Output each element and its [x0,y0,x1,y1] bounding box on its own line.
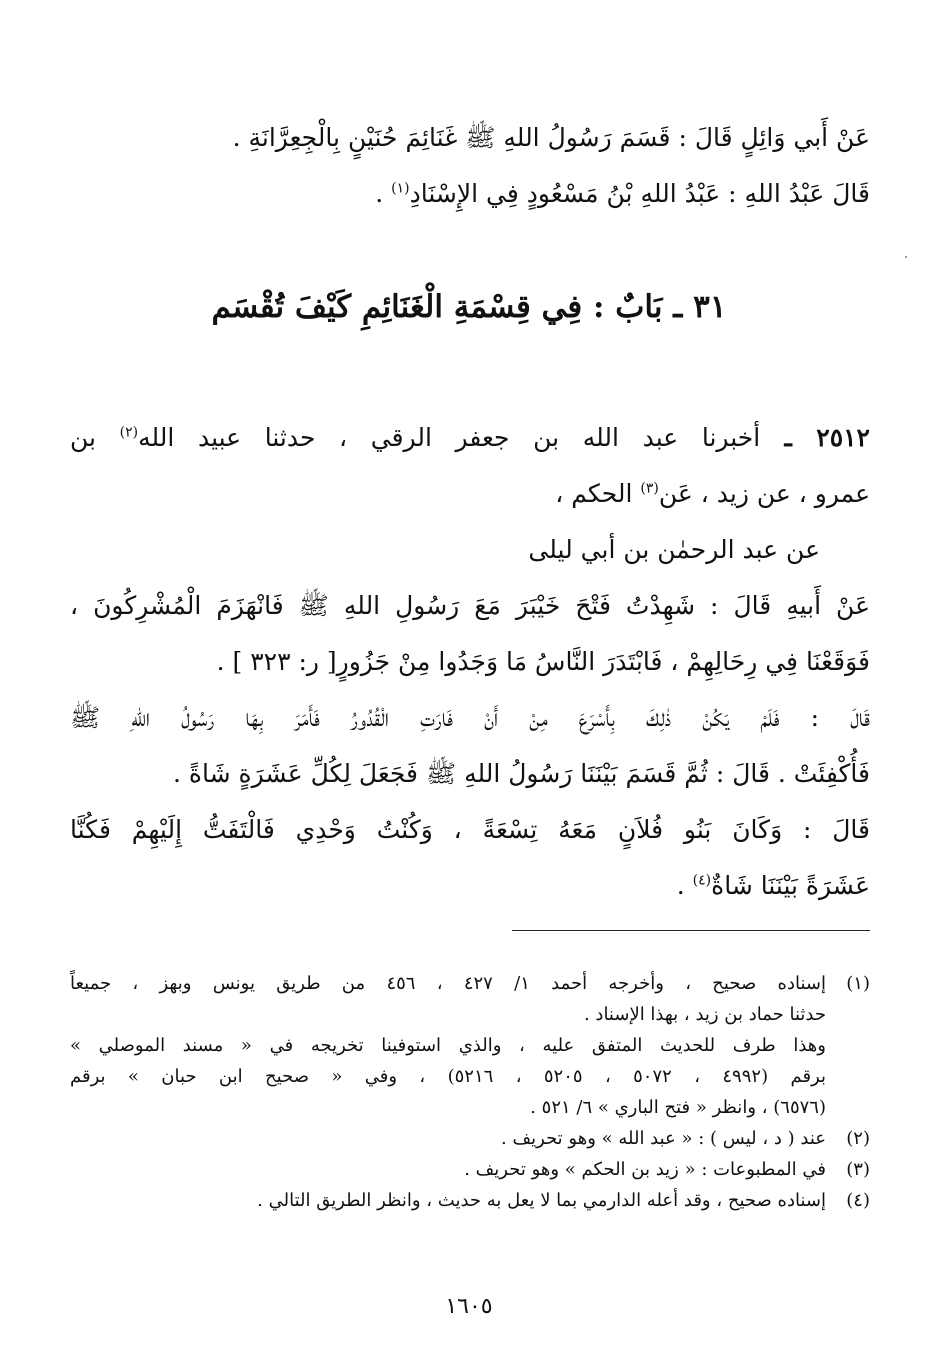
matn-line-4: فَأُكْفِئَتْ . قَالَ : ثُمَّ قَسَمَ بَيْنَنَا رَسُولُ اللهِ ﷺ فَجَعَلَ لِكُلِّ عَشَرَةٍ شَاةً . [173,759,870,788]
footnote-number: (٤) [846,1190,870,1211]
hadith-2512 [70,410,870,914]
footnote-line: عند ( د ، ليس ) : « عبد الله » وهو تحريف . [501,1128,826,1149]
footnote-line: (٦٥٧٦) ، وانظر « فتح الباري » ٦/ ٥٢١ . [530,1097,826,1118]
matn-line-3: قَالَ : فَلَمْ يَكُنْ ذٰلِكَ بِأَسْرَعَ مِنْ أَنْ فَارَتِ الْقُدُورُ فَأَمَرَ بِهَا رَسُولُ اللهِ ﷺ [70,703,870,732]
isnad-line-3: عن عبد الرحمٰن بن أبي ليلى [528,535,820,564]
footnote-number: (٢) [846,1128,870,1149]
matn-line-6: عَشَرَةً بَيْنَنَا شَاةٌ$^{(٤)}$ . [676,871,870,900]
scan-speck [905,256,907,258]
hadith-continuation [70,110,870,222]
footnote-ref-2[interactable]: (٢) [119,424,139,441]
footnote-number: (٣) [846,1159,870,1180]
page-number: ١٦٠٥ [445,1294,493,1319]
footnote-line: حدثنا حماد بن زيد ، بهذا الإسناد . [583,1004,826,1025]
footnote-1 [70,968,870,1123]
footnote-line: وهذا طرف للحديث المتفق عليه ، والذي استوفينا تخريجه في « مسند الموصلي » [70,1035,826,1056]
isnad-line-2: عمرو ، عن زيد ، عَن$^{(٣)}$ الحكم ، [555,479,870,508]
footnote-4 [70,1185,870,1216]
hadith-continuation-line-1: عَنْ أَبي وَائِلٍ قَالَ : قَسَمَ رَسُولُ اللهِ ﷺ غَنَائِمَ حُنَيْنٍ بِالْجِعِرَّانَةِ . [232,123,870,152]
isnad-line-1: ٢٥١٢ ـ أخبرنا عبد الله بن جعفر الرقي ، حدثنا عبيد الله$^{(٢)}$ بن [70,423,870,452]
footnote-line: في المطبوعات : « زيد بن الحكم » وهو تحريف . [464,1159,826,1180]
footnote-number: (١) [846,973,870,994]
footnote-line: إسناده صحيح ، وأخرجه أحمد ١/ ٤٢٧ ، ٤٥٦ من طريق يونس وبهز ، جميعاً [70,973,826,994]
footnote-2 [70,1123,870,1154]
matn-line-1: عَنْ أَبيهِ قَالَ : شَهِدْتُ فَتْحَ خَيْبَرَ مَعَ رَسُولِ اللهِ ﷺ فَانْهَزَمَ الْمُشْرِكُونَ ، [70,591,870,620]
hadith-number: ٢٥١٢ ـ [784,423,870,452]
footnote-line: برقم (٤٩٩٢ ، ٥٠٧٢ ، ٥٢٠٥ ، ٥٢١٦) ، وفي « صحيح ابن حبان » برقم [70,1066,826,1087]
footnote-ref-4[interactable]: (٤) [692,872,712,889]
footnote-3 [70,1154,870,1185]
matn-line-5: قَالَ : وَكَانَ بَنُو فُلاَنٍ مَعَهُ تِسْعَةً ، وَكُنْتُ وَحْدِي فَالْتَفَتُّ إِلَيْهِمْ فَكُنَّا [70,815,870,844]
footnote-line: إسناده صحيح ، وقد أعله الدارمي بما لا يعل به حديث ، وانظر الطريق التالي . [257,1190,826,1211]
footnote-ref-3[interactable]: (٣) [640,480,659,497]
hadith-continuation-line-2: قَالَ عَبْدُ اللهِ : عَبْدُ اللهِ بْنُ مَسْعُودٍ فِي الإِسْنَادِ$^{(١)}$ . [375,179,870,208]
footnote-divider [512,930,870,931]
chapter-heading: ٣١ ـ بَابٌ : فِي قِسْمَةِ الْغَنَائِمِ كَيْفَ تُقْسَم [211,289,727,325]
matn-line-2: فَوَقَعْنَا فِي رِحَالِهِمْ ، فَابْتَدَرَ النَّاسُ مَا وَجَدُوا مِنْ جَزُورٍ[ ر: ٣٢٣ ] . [216,647,870,676]
footnote-ref-1[interactable]: (١) [391,180,410,197]
footnotes [70,968,870,1216]
